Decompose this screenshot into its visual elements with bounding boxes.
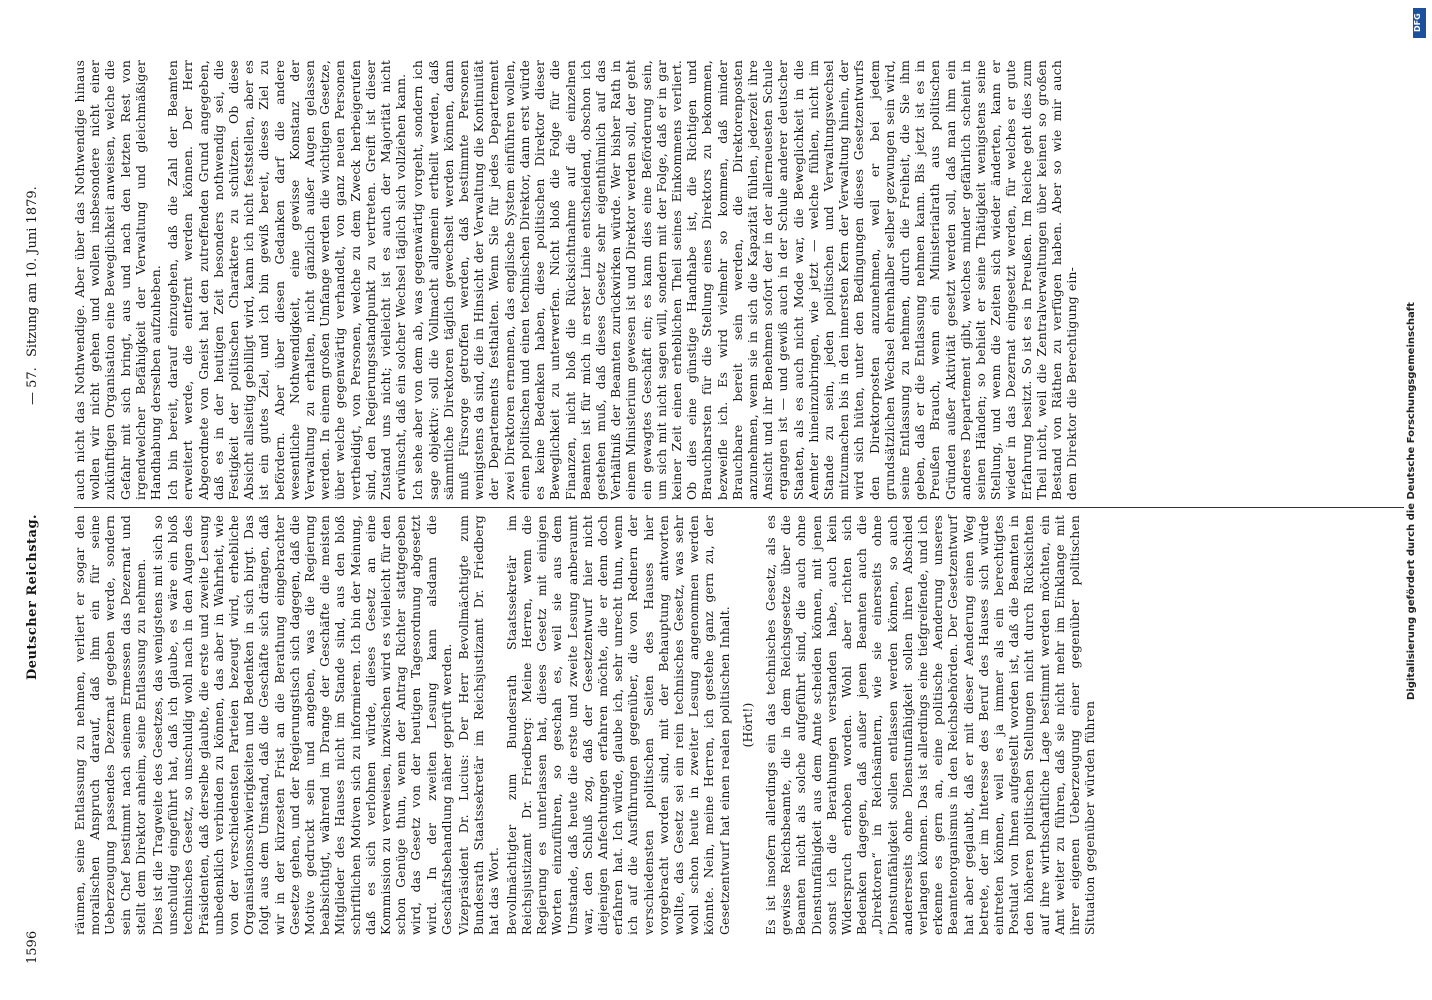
digitization-credit: Digitalisierung gefördert durch die Deutsche Forschungsgemeinschaft [1406, 302, 1417, 700]
column-divider [74, 507, 1404, 508]
paragraph: (Hört!) [739, 702, 755, 748]
paragraph: Bevollmächtigter zum Bundesrath Staatssekretär im Reichsjustizamt Dr. Friedberg: Meine Herren, wenn die Regierung es unterlassen hat, dieses Gesetz mit einigen Worten einzuführen, so geschah es, weil sie aus dem Umstande, daß heute die erste und zweite Lesung anberaumt war, den Schluß zog, daß der Gesetzentwurf hier nicht diejenigen Anfechtungen erfahren möchte, die er denn doch erfahren hat. Ich würde, glaube ich, sehr unrecht thun, wenn ich auf die Ausführungen gegenüber, die von Rednern der verschiedensten politischen Seiten des Hauses hier vorgebracht worden sind, mit der Behauptung antworten wollte, das Gesetz sei ein rein technisches Gesetz, was sehr wohl schon heute in zweiter Lesung angenommen werden könnte. Nein, meine Herren, ich gestehe ganz gern zu, der Gesetzentwurf hat einen realen politischen Inhalt. [503, 515, 732, 935]
paragraph: auch nicht das Nothwendige. Aber über das Nothwendige hinaus wollen wir nicht gehen und wollen insbesondere nicht einer zukünftigen Organisation eine Beweglichkeit anweisen, welche die Gefahr mit sich bringt, aus und nach den letzten Rest von irgendwelcher Befähigkeit der Verwaltung und gleichmäßiger Handhabung derselben aufzuheben. [72, 60, 164, 500]
session-date: Sitzung am 10. Juni 1879. [25, 186, 40, 358]
text-column-left [72, 60, 1412, 500]
paragraph: Vizepräsident Dr. Lucius: Der Herr Bevollmächtigte zum Bundesrath Staatssekretär im Reichsjustizamt Dr. Friedberg hat das Wort. [456, 515, 502, 935]
text-column-right [72, 515, 1412, 935]
paragraph: Ich bin bereit, darauf einzugehen, daß die Zahl der Beamten erweitert werde, die entfernt werden können. Der Herr Abgeordnete von Gneist hat den zutreffenden Grund angegeben, daß es in der heutigen Zeit besonders nothwendig sei, die Festigkeit der politischen Charaktere zu schützen. Ob diese Absicht allseitig gebilligt wird, kann ich nicht feststellen, aber es ist ein gutes Ziel, und ich bin gewiß bereit, dieses Ziel zu befördern. Aber über diesen Gedanken darf die andere wesentliche Nothwendigkeit, eine gewisse Konstanz der Verwaltung zu erhalten, nicht gänzlich außer Augen gelassen werden. In einem großen Umfange werden die wichtigen Gesetze, über welche gegenwärtig verhandelt, von ganz neuen Personen vertheidigt, von Personen, welche zu dem Zweck herbeigerufen sind, den Regierungsstandpunkt zu vertreten. Greift ist dieser Zustand uns nicht; vielleicht ist es auch der Majorität nicht erwünscht, daß ein solcher Wechsel täglich sich vollziehen kann. [165, 60, 409, 500]
paragraph: Es ist insofern allerdings ein das technisches Gesetz, als es gewisse Reichsbeamte, die in dem Reichsgesetze über die Beamten nicht als solche aufgeführt sind, die auch ohne Dienstunfähigkeit aus dem Amte scheiden können, mit jenen sonst ich die Berathungen verstanden habe, auch kein Widerspruch erhoben worden. Wohl aber richten sich Bedenken dagegen, daß außer jenen Beamten auch die „Direktoren“ in Reichsämtern, wie sie einerseits ohne Dienstunfähigkeit sollen entlassen werden können, so auch andererseits ohne Dienstunfähigkeit sollen ihren Abschied verlangen können. Das ist allerdings eine tiefgreifende, und ich erkenne es gern an, eine politische Aenderung unseres Beamtenorganismus in den Reichsbehörden. Der Gesetzentwurf hat aber geglaubt, daß er mit dieser Aenderung einen Weg betrete, der im Interesse des Beruf des Hauses sich würde eintreten können, weil es ja immer als ein berechtigtes Postulat von Ihnen aufgestellt worden ist, daß die Beamten in den höheren politischen Stellungen nicht durch Rücksichten auf ihre wirthschaftliche Lage bestimmt werden möchten, ein Amt weiter zu führen, daß sie nicht mehr im Einklange mit ihrer eigenen Ueberzeugung einer gegenüber politischen Situation gegenüber würden führen [762, 515, 1098, 935]
session-number: — 57. [25, 367, 40, 405]
dfg-logo-badge: DFG [1413, 8, 1426, 38]
paragraph: Ich sehe aber von dem ab, was gegenwärtig vorgeht, sondern ich sage objektiv: soll die Vollmacht allgemein ertheilt werden, daß sämmtliche Direktoren täglich gewechselt werden können, dann muß Fürsorge getroffen werden, daß bestimmte Personen wenigstens da sind, die in Hinsicht der Verwaltung die Kontinuität der Departements festhalten. Wenn Sie für jedes Departement zwei Direktoren ernennen, das englische System einführen wollen, einen politischen und einen technischen Direktor, dann erst würde es keine Bedenken haben, diese politischen Direktor dieser Beweglichkeit zu unterwerfen. Nicht bloß die Folge für die Finanzen, nicht bloß die Rücksichtnahme auf die einzelnen Beamten ist für mich in erster Linie entscheidend, obschon ich gestehen muß, daß dieses Gesetz sehr eigenthümlich auf das Verhältniß der Beamten zurückwirken würde. Wer bisher Rath in einem Ministerium gewesen ist und Direktor werden soll, der geht ein gewagtes Geschäft ein; es kann dies eine Beförderung sein, um sich mit nicht sagen will, sondern mit der Folge, daß er in gar keiner Zeit einen erheblichen Theil seines Einkommens verliert. Ob dies eine günstige Handhabe ist, die Richtigen und Brauchbarsten für die Stellung eines Direktors zu bekommen, bezweifle ich. Es wird vielmehr so kommen, daß minder Brauchbare bereit sein werden, die Direktorenposten anzunehmen, wenn sie in sich die Kapazität fühlen, jederzeit ihre Ansicht und ihr Benehmen sofort der in der allerneuesten Schule ergangen ist — und gewiß auch in der Schule anderer deutscher Staaten, als es auch nicht Mode war, die Beweglichkeit in die Aemter hineinzubringen, wie jetzt — welche fühlen, nicht im Stande zu sein, jeden politischen und Verwaltungswechsel mitzumachen bis in den innersten Kern der Verwaltung hinein, der wird sich hüten, unter den Bedingungen dieses Gesetzentwurfs den Direktorposten anzunehmen, weil er bei jedem grundsätzlichen Wechsel ehrenhalber selber gezwungen sein wird, seine Entlassung zu nehmen, durch die Freiheit, die Sie ihm geben, daß er die Entlassung nehmen kann. Bis jetzt ist es in Preußen Brauch, wenn ein Ministerialrath aus politischen Gründen außer Aktivität gesetzt werden soll, daß man ihm ein anderes Departement gibt, welches minder gefährlich scheint in seinen Händen; so behielt er seine Thätigkeit wenigstens seine Stellung, und wenn die Zeiten sich wieder änderten, kann er wieder in das Dezernat eingesetzt werden, für welches er gute Erfahrung besitzt. So ist es in Preußen. Im Reiche geht dies zum Theil nicht, weil die Zentralverwaltungen über keinen so großen Bestand von Räthen zu verfügen haben. Aber so wie mir auch dem Direktor die Berechtigung ein- [410, 60, 1080, 500]
paragraph: räumen, seine Entlassung zu nehmen, verliert er sogar den moralischen Anspruch darauf, daß ihm ein für seine Ueberzeugung passendes Dezernat gegeben werde, sondern sein Chef bestimmt nach seinem Ermessen das Dezernat und stellt dem Direktor anheim, seine Entlassung zu nehmen. [72, 515, 148, 935]
page-number: 1596 [25, 930, 40, 964]
paragraph: Dies ist die Tragweite des Gesetzes, das wenigstens mit sich so unschuldig eingeführt hat, daß ich glaube, es wäre ein bloß technisches Gesetz, so unschuldig wohl nach in den Augen des Präsidenten, daß derselbe glaubte, die erste und zweite Lesung unbedenklich verbinden zu können, das aber in Wahrheit, wie von der verschiedensten Parteien bezeugt wird, erhebliche Organisationsschwierigkeiten und Bedenken in sich birgt. Das folgt aus dem Umstand, daß die Geschäfte sich drängen, daß wir in der kürzesten Frist an die Berathung eingebrachter Gesetze gehen, und der Regierungstisch sich dagegen, daß die Motive gedruckt sein und angeben, was die Regierung beabsichtigt, während im Drange der Geschäfte die meisten Mitglieder des Hauses nicht im Stande sind, aus den bloß schriftlichen Motiven sich zu informieren. Ich bin der Meinung, daß es sich verlohnen würde, dieses Gesetz an eine Kommission zu verweisen, inzwischen wird es vielleicht für den schon Genüge thun, wenn der Antrag Richter stattgegeben wird, das Gesetz von der heutigen Tagesordnung abgesetzt wird. In der zweiten Lesung kann alsdann die Geschäftsbehandlung näher geprüft werden. [150, 515, 454, 935]
publication-title: Deutscher Reichstag. [25, 513, 40, 680]
session-info [25, 180, 40, 405]
page-header [19, 0, 47, 1000]
